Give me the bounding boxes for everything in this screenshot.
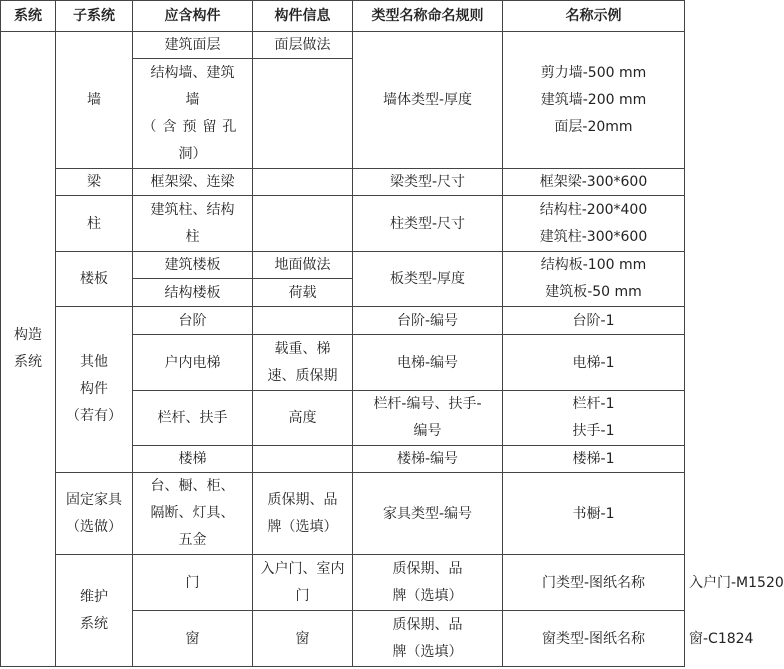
- example-column: 结构柱-200*400 建筑柱-300*600: [503, 196, 685, 252]
- example-step: 台阶-1: [503, 307, 685, 335]
- subsystem-wall: 墙: [56, 32, 133, 169]
- rule-column: 柱类型-尺寸: [353, 196, 503, 252]
- table-row: 维护 系统 门 入户门、室内 门 质保期、品 牌（选填） 门类型-图纸名称 入户门-M1520: [1, 555, 685, 611]
- info-beam: [253, 169, 353, 196]
- info-door: 质保期、品 牌（选填）: [353, 555, 503, 611]
- example-furniture: 书橱-1: [503, 473, 685, 555]
- example-slab: 结构板-100 mm 建筑板-50 mm: [503, 252, 685, 307]
- table-row: [1, 307, 685, 335]
- component-column: 建筑柱、结构 柱: [133, 196, 253, 252]
- table-row: 窗 窗 质保期、品 牌（选填） 窗类型-图纸名称 窗-C1824: [1, 611, 685, 667]
- info-railing: 高度: [253, 391, 353, 446]
- example-stair: 楼梯-1: [503, 446, 685, 473]
- component-slab-arch: 建筑楼板: [133, 252, 253, 279]
- component-elevator: 户内电梯: [133, 335, 253, 391]
- rule-railing: 栏杆-编号、扶手- 编号: [353, 391, 503, 446]
- subsystem-other: 其他 构件 （若有）: [56, 307, 133, 473]
- component-door: 入户门、室内 门: [253, 555, 353, 611]
- rule-wall: 墙体类型-厚度: [353, 32, 503, 169]
- subsystem-door: 门: [133, 555, 253, 611]
- component-wall-struct: 结构墙、建筑 墙 （含预留孔 洞）: [133, 59, 253, 169]
- subsystem-column: 柱: [56, 196, 133, 252]
- header-row: [1, 1, 685, 32]
- table-row: [1, 196, 685, 252]
- header-components: 应含构件: [133, 1, 253, 32]
- info-wall-struct: [253, 59, 353, 169]
- info-window: 质保期、品 牌（选填）: [353, 611, 503, 667]
- rule-slab: 板类型-厚度: [353, 252, 503, 307]
- component-railing: 栏杆、扶手: [133, 391, 253, 446]
- component-stair: 楼梯: [133, 446, 253, 473]
- subsystem-furniture: 固定家具 （选做）: [56, 473, 133, 555]
- system-structure: 构造 系统: [1, 32, 56, 667]
- rule-stair: 楼梯-编号: [353, 446, 503, 473]
- table-row: [1, 32, 685, 59]
- component-slab-struct: 结构楼板: [133, 279, 253, 307]
- header-naming-rule: 类型名称命名规则: [353, 1, 503, 32]
- component-furniture: 台、橱、柜、 隔断、灯具、 五金: [133, 473, 253, 555]
- header-name-example: 名称示例: [503, 1, 685, 32]
- rule-elevator: 电梯-编号: [353, 335, 503, 391]
- component-step: 台阶: [133, 307, 253, 335]
- table-row: [1, 252, 685, 279]
- subsystem-slab: 楼板: [56, 252, 133, 307]
- table-row: [1, 169, 685, 196]
- example-beam: 框架梁-300*600: [503, 169, 685, 196]
- example-railing: 栏杆-1 扶手-1: [503, 391, 685, 446]
- table-row: [1, 473, 685, 555]
- header-system: 系统: [1, 1, 56, 32]
- header-component-info: 构件信息: [253, 1, 353, 32]
- component-beam: 框架梁、连梁: [133, 169, 253, 196]
- rule-door: 门类型-图纸名称: [503, 555, 685, 611]
- component-window: 窗: [253, 611, 353, 667]
- info-wall-finish: 面层做法: [253, 32, 353, 59]
- info-step: [253, 307, 353, 335]
- info-slab-arch: 地面做法: [253, 252, 353, 279]
- info-elevator: 载重、梯 速、质保期: [253, 335, 353, 391]
- subsystem-window: 窗: [133, 611, 253, 667]
- example-wall: 剪力墙-500 mm 建筑墙-200 mm 面层-20mm: [503, 32, 685, 169]
- system-maintenance: 维护 系统: [56, 555, 133, 667]
- rule-beam: 梁类型-尺寸: [353, 169, 503, 196]
- header-subsystem: 子系统: [56, 1, 133, 32]
- subsystem-beam: 梁: [56, 169, 133, 196]
- info-furniture: 质保期、品 牌（选填）: [253, 473, 353, 555]
- rule-step: 台阶-编号: [353, 307, 503, 335]
- info-stair: [253, 446, 353, 473]
- rule-window: 窗类型-图纸名称: [503, 611, 685, 667]
- example-elevator: 电梯-1: [503, 335, 685, 391]
- component-wall-finish: 建筑面层: [133, 32, 253, 59]
- info-column: [253, 196, 353, 252]
- rule-furniture: 家具类型-编号: [353, 473, 503, 555]
- info-slab-struct: 荷载: [253, 279, 353, 307]
